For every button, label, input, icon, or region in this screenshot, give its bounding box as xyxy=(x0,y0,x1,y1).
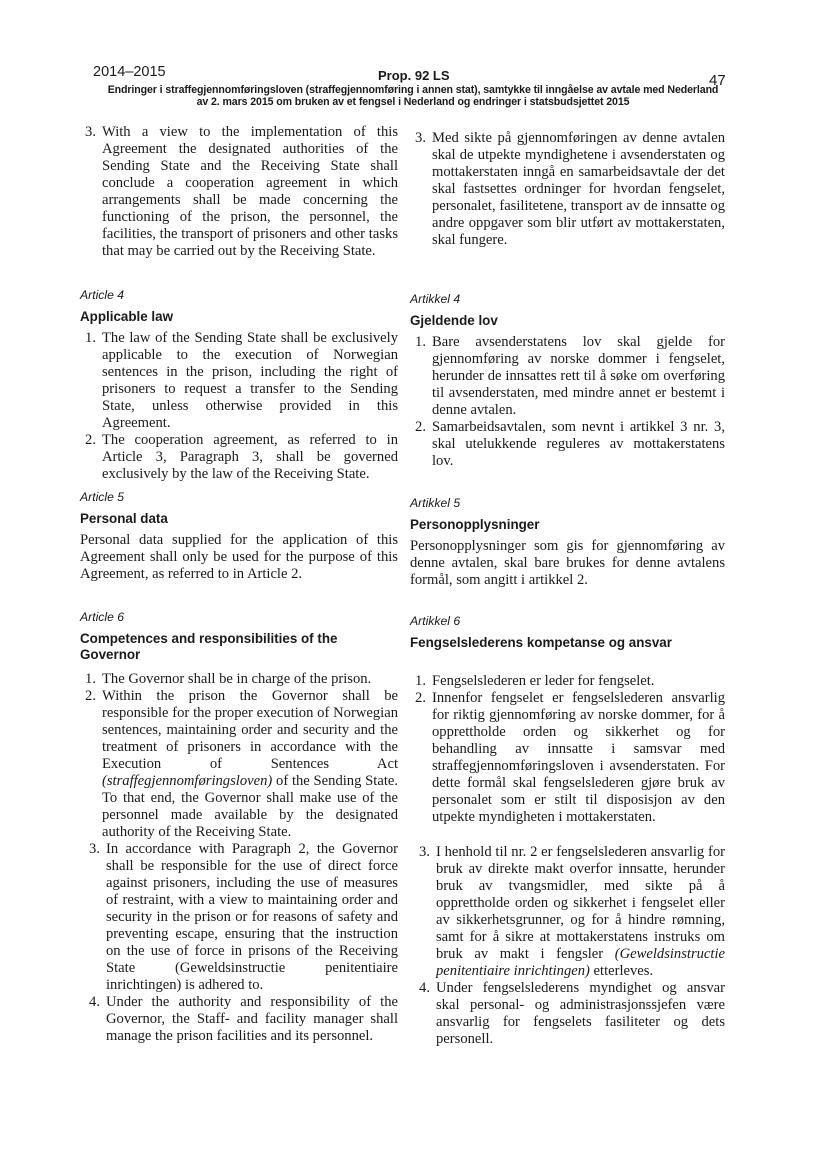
header-year: 2014–2015 xyxy=(93,64,166,80)
page-number: 47 xyxy=(709,72,726,89)
list-item xyxy=(410,844,725,980)
item-text: The cooperation agreement, as referred to in Article 3, Paragraph 3, shall be governed exclusively by the law of the Receiving State. xyxy=(102,432,398,482)
item-number: 3. xyxy=(419,844,430,860)
item-text: Fengselslederen er leder for fengselet. xyxy=(432,673,655,689)
artikkel-4 xyxy=(410,292,725,470)
item-number: 1. xyxy=(415,334,426,350)
article-heading: Fengselslederens kompetanse og ansvar xyxy=(410,635,672,650)
article-text: Personal data supplied for the application of this Agreement shall only be used for the purpose of this Agreement, as referred to in Article 2. xyxy=(80,532,398,582)
item-text xyxy=(436,844,725,980)
article-text: Personopplysninger som gis for gjennomføring av denne avtalen, skal bare brukes for denne avtalens formål, som angitt i artikkel 2. xyxy=(410,538,725,588)
list-item xyxy=(80,841,398,994)
list-item xyxy=(80,432,398,483)
item-text: With a view to the implementation of this Agreement the designated authorities of the Sending State and the Receiving State shall conclude a cooperation agreement in which arrangements shall be made concerning the functioning of the prison, the personnel, the facilities, the transport of prisoners and other tasks that may be carried out by the Receiving State. xyxy=(102,124,398,259)
list-item xyxy=(410,673,725,690)
header-subtitle-line-1: Endringer i straffegjennomføringsloven (straffegjennomføring i annen stat), samtykke til inngåelse av avtale med Nederland xyxy=(107,84,719,96)
article-heading: Competences and responsibilities of the Governor xyxy=(80,631,338,662)
list-item xyxy=(80,330,398,432)
item-number: 1. xyxy=(415,673,426,689)
item-text: In accordance with Paragraph 2, the Governor shall be responsible for the use of direct force against prisoners, including the use of measures of restraint, with a view to maintaining order and security in the prison or for reasons of safety and preventing escape, ensuring that the instruction on the use of force in prisons of the Receiving State (Geweldsinstructie penitentiaire inrichtingen) is adhered to. xyxy=(106,841,398,993)
item-text-part: of the Sending State. To that end, the Governor shall make use of the personnel made available by the designated authority of the Receiving State. xyxy=(102,773,398,840)
artikkel-6 xyxy=(410,614,725,1048)
artikkel-5 xyxy=(410,496,725,589)
item-text-part: etterleves. xyxy=(589,963,654,979)
item-number: 3. xyxy=(89,841,100,857)
article-label: Artikkel 4 xyxy=(410,292,461,306)
article-label: Article 5 xyxy=(80,490,125,504)
item-number: 1. xyxy=(85,330,96,346)
item-number: 4. xyxy=(419,980,430,996)
item-text: The Governor shall be in charge of the prison. xyxy=(102,671,372,687)
act-name-italic: (straffegjennomføringsloven) xyxy=(102,773,273,789)
item-number: 2. xyxy=(415,690,426,706)
item-text: Under the authority and responsibility of the Governor, the Staff- and facility manager shall manage the prison facilities and its personnel. xyxy=(106,994,398,1044)
item-text: Under fengselslederens myndighet og ansvar skal personal- og administrasjonssjefen være ansvarlig for fengselets fasiliteter og dets personell. xyxy=(436,980,725,1047)
item-text xyxy=(102,688,398,841)
item-text: Bare avsenderstatens lov skal gjelde for gjennomføring av norske dommer i fengselet, herunder de innsattes rett til å søke om overføring til avsenderstaten, med mindre annet er bestemt i denne avtalen. xyxy=(432,334,725,418)
list-item xyxy=(410,690,725,826)
item-text: Innenfor fengselet er fengselslederen ansvarlig for riktig gjennomføring av norske dommer, for å opprettholde orden og sikkerhet og for behandling av innsatte i samsvar med straffegjennomføringsloven i avsenderstaten. For dette formål skal fengselslederen gjøre bruk av personalet som er stilt til disposisjon av den utpekte myndigheten i mottakerstaten. xyxy=(432,690,725,825)
list-item xyxy=(80,671,398,688)
item-text: Samarbeidsavtalen, som nevnt i artikkel 3 nr. 3, skal utelukkende reguleres av mottakerstatens lov. xyxy=(432,419,725,469)
article-heading: Personopplysninger xyxy=(410,517,540,532)
list-item xyxy=(410,130,725,249)
article-label: Article 6 xyxy=(80,610,125,624)
list-item xyxy=(410,334,725,419)
item-number: 2. xyxy=(415,419,426,435)
article-heading: Personal data xyxy=(80,511,168,526)
item-number: 2. xyxy=(85,688,96,704)
item-number: 3. xyxy=(85,124,96,140)
article-6 xyxy=(80,610,398,1045)
header-prop: Prop. 92 LS xyxy=(378,68,450,83)
item-number: 2. xyxy=(85,432,96,448)
item-text: Med sikte på gjennomføringen av denne avtalen skal de utpekte myndighetene i avsenderstaten og mottakerstaten inngå en samarbeidsavtale der det skal fastsettes ordninger for hvordan fengselet, personalet, fasilitetene, transport av de innsatte og andre oppgaver som blir utført av mottakerstaten, skal fungere. xyxy=(432,130,725,248)
list-item xyxy=(80,994,398,1045)
instruction-name-italic: (Geweldsinstructie penitentiaire inrichtingen) xyxy=(436,946,725,979)
article-label: Artikkel 6 xyxy=(410,614,461,628)
item-text-part: I henhold til nr. 2 er fengselslederen ansvarlig for bruk av direkte makt overfor innsatte, herunder bruk av tvangsmidler, med sikte på å opprettholde orden og sikkerhet i fengselet eller av sikkerhetsgrunner, og for å hindre rømning, samt for å sikre at mottakerstatens instruks om bruk av makt i fengsler xyxy=(436,844,725,962)
item-number: 4. xyxy=(89,994,100,1010)
item-number: 3. xyxy=(415,130,426,146)
article-heading: Gjeldende lov xyxy=(410,313,498,328)
article-4 xyxy=(80,288,398,483)
article-label: Artikkel 5 xyxy=(410,496,461,510)
item-text: The law of the Sending State shall be exclusively applicable to the execution of Norwegian sentences in the prison, including the right of prisoners to request a transfer to the Sending State, unless otherwise provided in this Agreement. xyxy=(102,330,398,431)
list-item xyxy=(410,980,725,1048)
article-5 xyxy=(80,490,398,583)
list-item xyxy=(410,419,725,470)
article-label: Article 4 xyxy=(80,288,125,302)
item-text-part: Within the prison the Governor shall be responsible for the proper execution of Norwegian sentences, maintaining order and security and the treatment of prisoners in accordance with the Execution of Sentences Act xyxy=(102,688,398,772)
item-number: 1. xyxy=(85,671,96,687)
list-item xyxy=(80,688,398,841)
header-subtitle-line-2: av 2. mars 2015 om bruken av et fengsel i Nederland og endringer i statsbudsjettet 2015 xyxy=(196,95,630,108)
article-heading: Applicable law xyxy=(80,309,174,324)
list-item xyxy=(80,124,398,260)
header-subtitle xyxy=(93,85,733,108)
article-3-paragraph-3 xyxy=(80,124,398,260)
artikkel-3-nr-3 xyxy=(410,130,725,249)
